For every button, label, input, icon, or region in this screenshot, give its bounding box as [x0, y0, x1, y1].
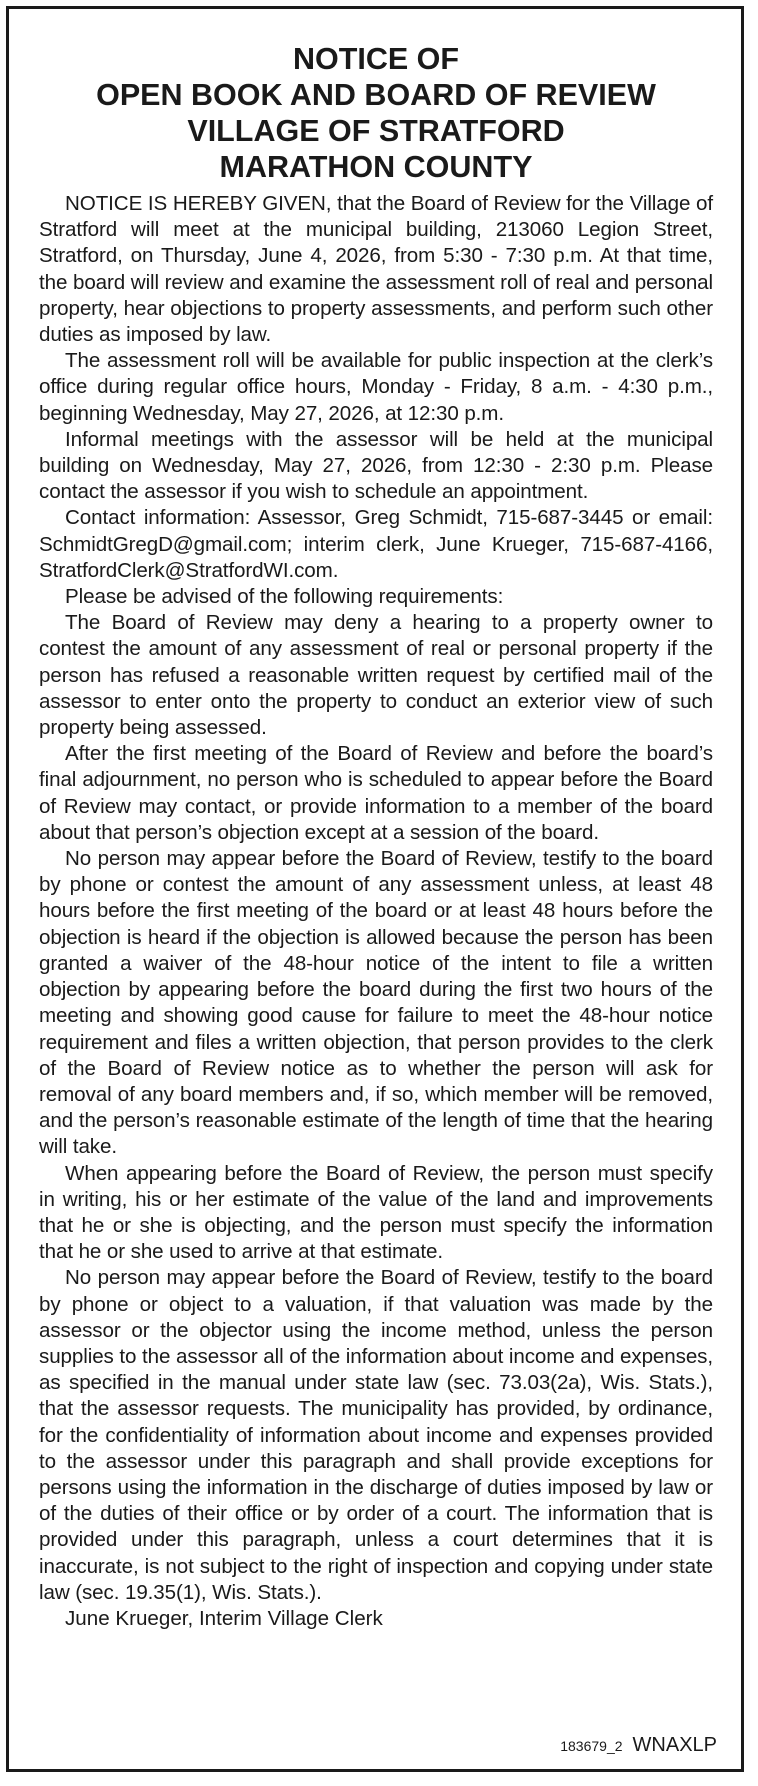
notice-title [39, 41, 713, 185]
paragraph-hearing-denial: The Board of Review may deny a hearing to a property owner to contest the amount of any assessment of real or personal property if the person has refused a reasonable written request by certified mail of the assessor to enter onto the property to conduct an exterior view of such property being assessed. [39, 611, 713, 740]
paragraph-requirements-intro: Please be advised of the following requirements: [65, 585, 504, 609]
publication-code: WNAXLP [632, 1734, 717, 1756]
ad-number: 183679_2 [560, 1738, 623, 1754]
ad-code [560, 1734, 717, 1757]
paragraph-informal-meetings: Informal meetings with the assessor will be held at the municipal building on Wednesday, May 27, 2026, from 12:30 - 2:30 p.m. Please contact the assessor if you wish to schedule an appointment. [39, 427, 713, 504]
paragraph-meeting-notice: NOTICE IS HEREBY GIVEN, that the Board of Review for the Village of Stratford will meet at the municipal building, 213060 Legion Street, Stratford, on Thursday, June 4, 2026, from 5:30 - 7:30 p.m. At that time, the board will review and examine the assessment roll of real and personal property, hear objections to property assessments, and perform such other duties as imposed by law. [39, 192, 713, 347]
title-line: VILLAGE OF STRATFORD [187, 114, 565, 148]
paragraph-48-hour-notice: No person may appear before the Board of Review, testify to the board by phone or contest the amount of any assessment unless, at least 48 hours before the first meeting of the board or at least 48 hours before the objection is heard if the objection is allowed because the person has been granted a waiver of the 48-hour notice of the intent to file a written objection by appearing before the board during the first two hours of the meeting and showing good cause for failure to meet the 48-hour notice requirement and files a written objection, that person provides to the clerk of the Board of Review notice as to whether the person will ask for removal of any board members and, if so, which member will be removed, and the person’s reasonable estimate of the length of time that the hearing will take. [39, 847, 713, 1159]
notice-body [39, 191, 713, 1606]
paragraph-assessment-roll: The assessment roll will be available for public inspection at the clerk’s office during regular office hours, Monday - Friday, 8 a.m. - 4:30 p.m., beginning Wednesday, May 27, 2026, at 12:30 p.m. [39, 349, 713, 425]
paragraph-income-method: No person may appear before the Board of Review, testify to the board by phone or object to a valuation, if that valuation was made by the assessor or the objector using the income method, unless the person supplies to the assessor all of the information about income and expenses, as specified in the manual under state law (sec. 73.03(2a), Wis. Stats.), that the assessor requests. The municipality has provided, by ordinance, for the confidentiality of information about income and expenses provided to the assessor under this paragraph and shall provide exceptions for persons using the information in the discharge of duties imposed by law or of the duties of their office or by order of a court. The information that is provided under this paragraph, unless a court determines that it is inaccurate, is not subject to the right of inspection and copying under state law (sec. 19.35(1), Wis. Stats.). [39, 1266, 713, 1604]
legal-notice [6, 6, 744, 1772]
title-line: NOTICE OF [292, 42, 460, 76]
paragraph-contact-information: Contact information: Assessor, Greg Schmidt, 715-687-3445 or email: SchmidtGregD@gmail.com; interim clerk, June Krueger, 715-687-4166, StratfordClerk@StratfordWI.com. [39, 506, 713, 582]
paragraph-no-contact: After the first meeting of the Board of Review and before the board’s final adjournment, no person who is scheduled to appear before the Board of Review may contact, or provide information to a member of the board about that person’s objection except at a session of the board. [39, 742, 713, 844]
title-line: OPEN BOOK AND BOARD OF REVIEW [96, 78, 656, 112]
paragraph-written-estimate: When appearing before the Board of Review, the person must specify in writing, his or her estimate of the value of the land and improvements that he or she is objecting, and the person must specify the information that he or she used to arrive at that estimate. [39, 1161, 713, 1264]
clerk-signature: June Krueger, Interim Village Clerk [65, 1606, 383, 1630]
title-line: MARATHON COUNTY [219, 150, 533, 184]
